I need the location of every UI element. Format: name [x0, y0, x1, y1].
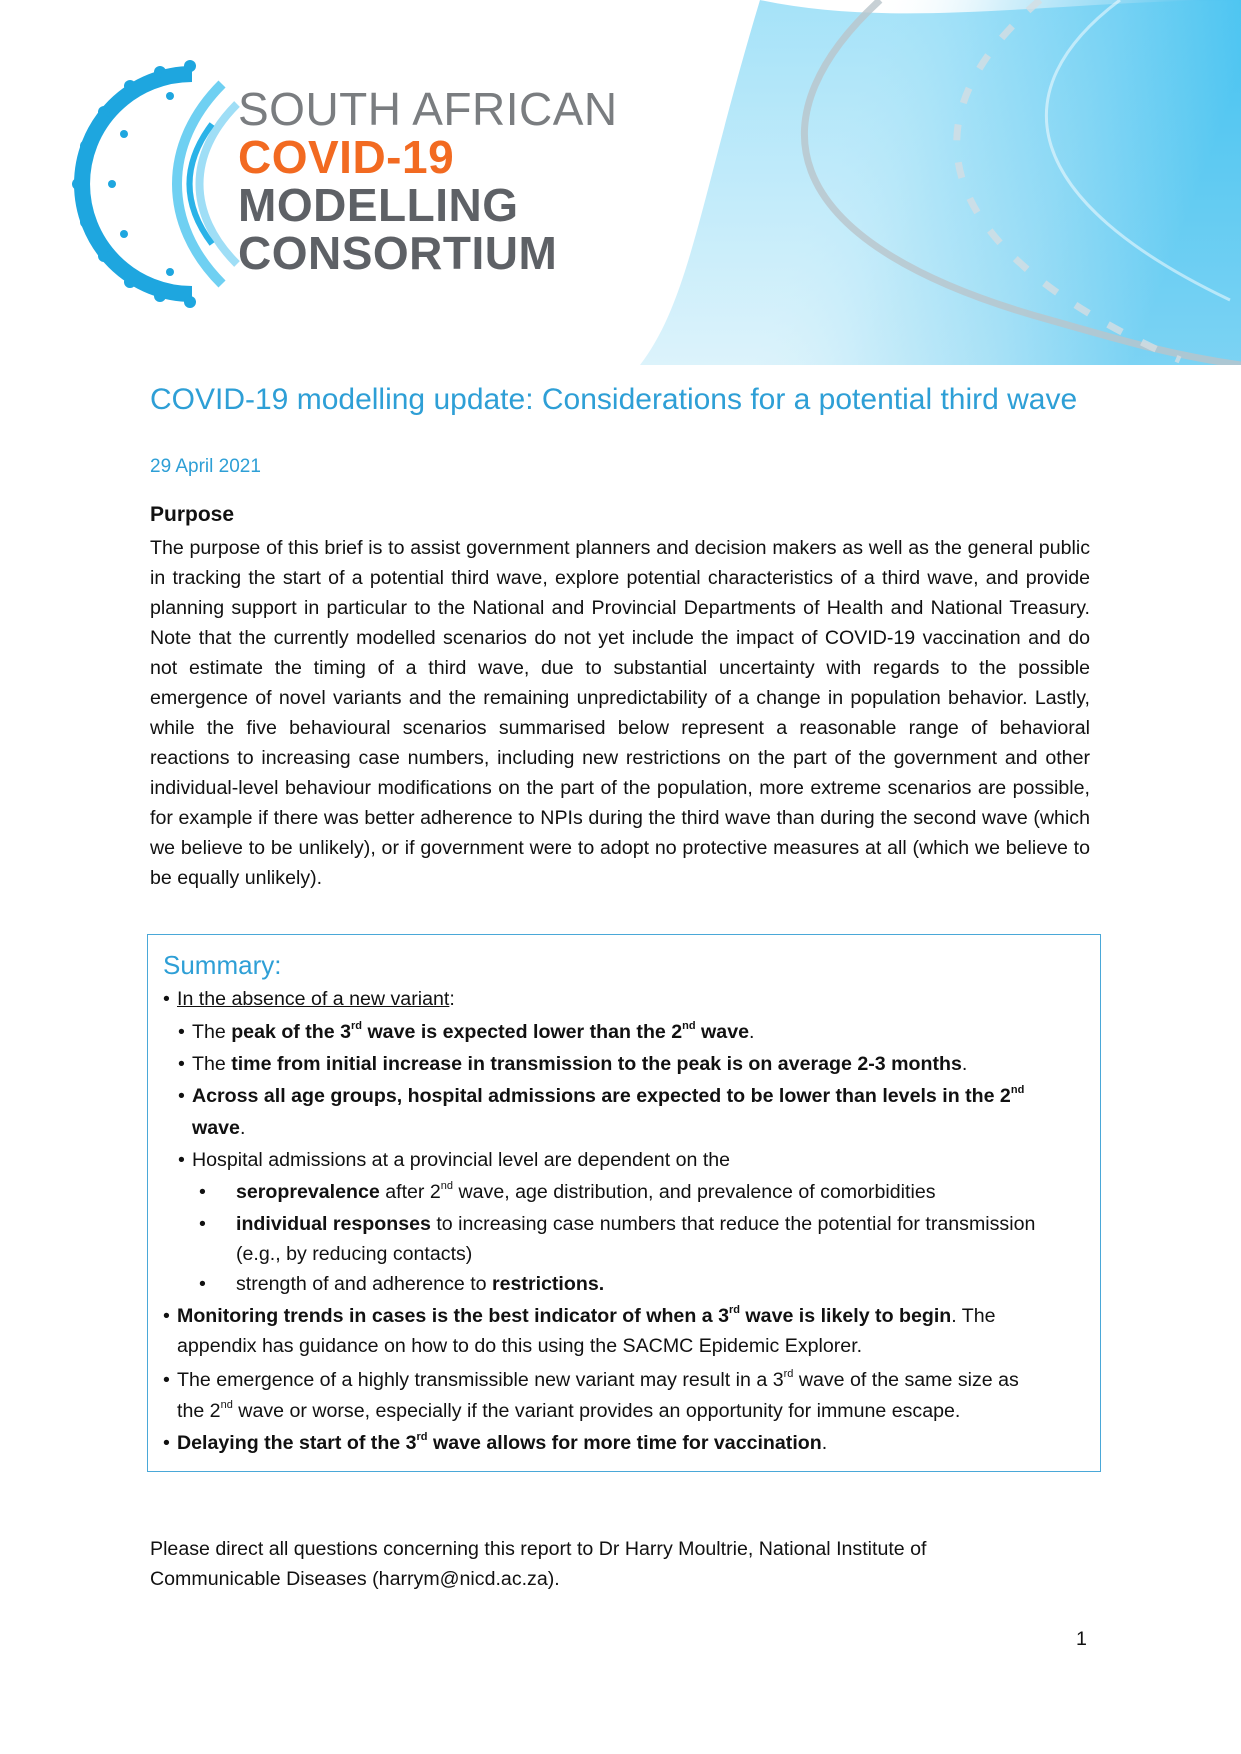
bullet-text: Hospital admissions at a provincial level are dependent on the [192, 1149, 731, 1171]
superscript: rd [351, 1020, 362, 1032]
bullet-text-bold: wave is likely to begin [739, 1305, 952, 1327]
contact-line-2: Communicable Diseases (harrym@nicd.ac.za). [150, 1568, 560, 1590]
bullet-glyph: • [178, 1149, 185, 1171]
contact-line-1: Please direct all questions concerning this report to Dr Harry Moultrie, National Institute of [150, 1538, 927, 1560]
bullet-text: . The [951, 1305, 996, 1327]
document-title: COVID-19 modelling update: Considerations for a potential third wave [150, 383, 1078, 416]
bullet-text: wave, age distribution, and prevalence of comorbidities [453, 1181, 936, 1203]
bullet-text: wave of the same size as [793, 1369, 1019, 1391]
summary-subbullet-restrictions [199, 1269, 604, 1299]
bullet-text-bold: wave allows for more time for vaccination [427, 1432, 822, 1454]
summary-bullet-hospital-admissions [178, 1081, 1024, 1111]
bullet-text-bold: wave [192, 1117, 240, 1139]
bullet-glyph: • [178, 1053, 185, 1075]
bullet-text-bold: wave is expected lower than the 2 [362, 1021, 683, 1043]
superscript: rd [728, 1304, 740, 1316]
contact-note [150, 1534, 1050, 1594]
bullet-text-bold: peak of the 3 [231, 1021, 351, 1043]
summary-subbullet-seroprevalence [199, 1177, 936, 1207]
summary-bullet-no-new-variant [163, 984, 455, 1014]
summary-bullet-peak [178, 1017, 754, 1047]
bullet-text: appendix has guidance on how to do this using the SACMC Epidemic Explorer. [177, 1335, 863, 1357]
header-banner [0, 0, 1241, 365]
bullet-glyph: • [178, 1085, 185, 1107]
bullet-text: The [192, 1021, 232, 1043]
summary-bullet-new-variant [163, 1365, 1019, 1395]
bullet-text: . [961, 1053, 968, 1075]
logo-line-2: COVID-19 [238, 131, 455, 183]
superscript: nd [440, 1180, 454, 1192]
superscript: nd [220, 1399, 233, 1411]
bullet-text: . [821, 1432, 828, 1454]
summary-title: Summary: [163, 950, 282, 980]
bullet-text: In the absence of a new variant [177, 988, 450, 1010]
purpose-heading: Purpose [150, 503, 235, 526]
summary-bullet-provincial [178, 1145, 730, 1175]
logo-line-1: SOUTH AFRICAN [238, 83, 618, 135]
document-date: 29 April 2021 [150, 456, 261, 477]
bullet-text: after 2 [379, 1181, 441, 1203]
purpose-paragraph: The purpose of this brief is to assist government planners and decision makers as well as the general public in tracking the start of a potential third wave, explore potential characteristics of a third wave, and provide planning support in particular to the National and Provincial Departments of Health and National Treasury. Note that the currently modelled scenarios do not yet include the impact of COVID-19 vaccination and do not estimate the timing of a third wave, due to substantial uncertainty with regards to the possible emergence of novel variants and the remaining unpredictability of a change in population behavior. Lastly, while the five behavioural scenarios summarised below represent a reasonable range of behavioral reactions to increasing case numbers, including new restrictions on the part of the government and other individual-level behaviour modifications on the part of the population, more extreme scenarios are possible, for example if there was better adherence to NPIs during the third wave than during the second wave (which we believe to be unlikely), or if government were to adopt no protective measures at all (which we believe to be equally unlikely). [150, 537, 1090, 889]
bullet-text-bold: time from initial increase in transmission to the peak is on average 2-3 months [231, 1053, 962, 1075]
summary-subbullet-individual-responses-cont [236, 1239, 472, 1269]
bullet-text: The [192, 1053, 232, 1075]
summary-bullet-monitoring-cont [177, 1331, 862, 1361]
bullet-glyph: • [163, 988, 170, 1010]
bullet-text: to increasing case numbers that reduce the potential for transmission [430, 1213, 1036, 1235]
summary-bullet-hospital-admissions-cont [192, 1113, 245, 1143]
bullet-glyph: • [178, 1021, 185, 1043]
bullet-text-bold: Across all age groups, hospital admissions are expected to be lower than levels in the 2 [192, 1085, 1011, 1107]
summary-bullet-monitoring [163, 1301, 996, 1331]
bullet-text: (e.g., by reducing contacts) [236, 1243, 473, 1265]
bullet-text-bold: Delaying the start of the 3 [177, 1432, 417, 1454]
logo-line-3: MODELLING [238, 179, 519, 231]
bullet-text: . [749, 1021, 755, 1043]
summary-bullet-time-to-peak [178, 1049, 967, 1079]
logo-line-4: CONSORTIUM [238, 227, 558, 279]
bullet-text-bold: seroprevalence [236, 1181, 380, 1203]
bullet-text-bold: wave [695, 1021, 749, 1043]
bullet-text-bold: restrictions. [492, 1273, 605, 1295]
bullet-text: wave or worse, especially if the variant provides an opportunity for immune escape. [232, 1400, 961, 1422]
bullet-text: the 2 [177, 1400, 221, 1422]
bullet-glyph: • [163, 1432, 170, 1454]
bullet-glyph: • [199, 1273, 206, 1295]
bullet-text: . [239, 1117, 246, 1139]
bullet-text: strength of and adherence to [236, 1273, 492, 1295]
page-number: 1 [1076, 1628, 1087, 1650]
summary-subbullet-individual-responses [199, 1209, 1035, 1239]
bullet-glyph: • [199, 1213, 206, 1235]
bullet-glyph: • [163, 1369, 170, 1391]
bullet-glyph: • [199, 1181, 206, 1203]
superscript: rd [416, 1431, 428, 1443]
bullet-text-bold: individual responses [236, 1213, 431, 1235]
superscript: rd [783, 1368, 794, 1380]
bullet-text: : [449, 988, 455, 1010]
summary-bullet-delaying [163, 1428, 827, 1458]
bullet-text-bold: Monitoring trends in cases is the best indicator of when a 3 [177, 1305, 729, 1327]
consortium-logo-text [238, 83, 618, 279]
bullet-glyph: • [163, 1305, 170, 1327]
bullet-text: The emergence of a highly transmissible new variant may result in a 3 [177, 1369, 784, 1391]
superscript: nd [682, 1020, 696, 1032]
summary-bullet-new-variant-cont [177, 1396, 960, 1426]
superscript: nd [1010, 1084, 1025, 1096]
